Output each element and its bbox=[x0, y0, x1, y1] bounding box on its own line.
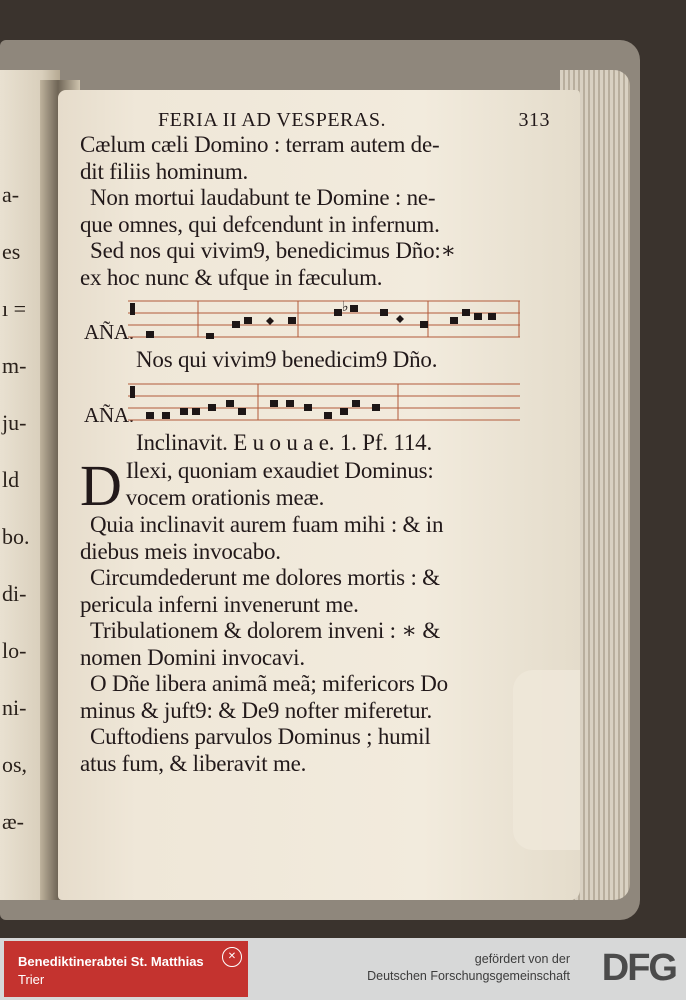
left-page-fragment: os, bbox=[2, 752, 28, 777]
institution-name: Benediktinerabtei St. Matthias bbox=[18, 954, 204, 969]
verse-line: que omnes, qui defcendunt in infernum. bbox=[80, 211, 440, 237]
psalm-line: nomen Domini invocavi. bbox=[80, 644, 305, 670]
chant-lyrics: Inclinavit. E u o u a e. 1. Pf. 114. bbox=[136, 429, 433, 455]
chant-staff-row bbox=[80, 380, 550, 432]
psalm-line: pericula inferni invenerunt me. bbox=[80, 591, 359, 617]
psalm-line: Quia inclinavit aurem fuam mihi : & in bbox=[90, 512, 444, 537]
antiphon-label: AÑA. bbox=[84, 320, 134, 344]
chant-lyrics: Nos qui vivim9 benedicim9 Dño. bbox=[136, 347, 438, 372]
dfg-logo[interactable]: DFG bbox=[601, 947, 676, 989]
left-page-fragment: ni- bbox=[2, 695, 27, 720]
psalm-line: Cuftodiens parvulos Dominus ; humil bbox=[90, 724, 431, 749]
left-page-fragment: ı = bbox=[2, 296, 27, 321]
abbey-logo-icon: ✕ bbox=[222, 947, 242, 967]
left-page-fragment: m- bbox=[2, 353, 27, 378]
running-head-title: FERIA II AD VESPERAS. bbox=[158, 109, 386, 131]
institution-city: Trier bbox=[18, 972, 45, 987]
running-head bbox=[158, 108, 550, 132]
left-page-fragment: ld bbox=[2, 467, 20, 492]
left-page-fragment: bo. bbox=[2, 524, 30, 549]
right-page bbox=[58, 90, 580, 900]
psalm-line: Tribulationem & dolorem inveni : ∗ & bbox=[90, 618, 441, 643]
funding-text bbox=[367, 951, 570, 985]
page-text bbox=[80, 108, 550, 777]
psalm-block bbox=[80, 453, 550, 777]
psalm-line: vocem orationis meæ. bbox=[125, 484, 325, 510]
psalm-line: O Dñe libera animã meã; mifericors Do bbox=[90, 671, 448, 696]
footer-bar bbox=[0, 938, 686, 1000]
funding-line-2: Deutschen Forschungsgemeinschaft bbox=[367, 969, 570, 983]
verse-line: ex hoc nunc & ufque in fæculum. bbox=[80, 264, 383, 290]
verse-line: dit filiis hominum. bbox=[80, 158, 249, 184]
funding-line-1: gefördert von der bbox=[474, 952, 570, 966]
psalm-line: diebus meis invocabo. bbox=[80, 538, 281, 564]
drop-cap: D bbox=[80, 453, 122, 518]
left-page-fragment: a- bbox=[2, 182, 20, 207]
left-page-fragment: es bbox=[2, 239, 21, 264]
chant-staff bbox=[128, 299, 520, 339]
verse-line: Cælum cæli Domino : terram autem de- bbox=[80, 132, 440, 157]
left-page-fragment: ju- bbox=[2, 410, 27, 435]
psalm-line: Circumdederunt me dolores mortis : & bbox=[90, 565, 440, 590]
left-page-fragment: æ- bbox=[2, 809, 24, 834]
psalm-line: Ilexi, quoniam exaudiet Dominus: bbox=[125, 458, 434, 483]
verse-line: Non mortui laudabunt te Domine : ne- bbox=[90, 185, 436, 210]
antiphon-label: AÑA. bbox=[84, 402, 134, 427]
psalm-line: atus fum, & liberavit me. bbox=[80, 750, 307, 776]
left-page-fragment: lo- bbox=[2, 638, 27, 663]
institution-badge[interactable] bbox=[4, 941, 248, 997]
page-number: 313 bbox=[518, 109, 550, 131]
chant-staff bbox=[128, 382, 520, 422]
left-page-fragment: di- bbox=[2, 581, 27, 606]
psalm-line: minus & juft9: & De9 nofter miferetur. bbox=[80, 697, 433, 723]
verse-line: Sed nos qui vivim9, benedicimus Dño:∗ bbox=[90, 238, 456, 263]
chant-staff-row bbox=[80, 297, 550, 349]
svg-text:♭: ♭ bbox=[342, 299, 349, 315]
